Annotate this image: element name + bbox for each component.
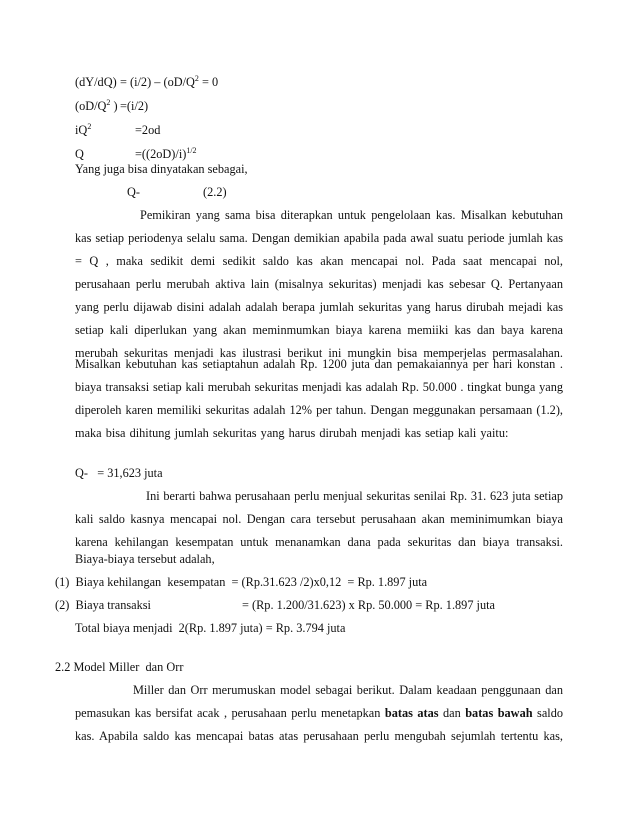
formula-line-2 [75,98,149,114]
paragraph-4-line-3: kas. Apabila saldo kas mencapai batas atas perusahaan perlu mengubah sejumlah tertentu kas, [75,729,563,743]
paragraph-1-line-6: setiap kali diperlukan yang akan meminmumkan biaya karena memiiki kas dan baya karena [75,323,563,337]
cost-item-2-value: = (Rp. 1.200/31.623) x Rp. 50.000 = Rp. 1.897 juta [242,598,495,612]
paragraph-1-line-2: kas setiap periodenya selalu sama. Dengan demikian apabila pada awal suatu periode jumlah kas [75,231,563,245]
paragraph-2-line-2: biaya transaksi setiap kali merubah sekuritas menjadi kas adalah Rp. 50.000 . tingkat bunga yang [75,380,563,394]
bold-term-upper: batas atas [384,706,439,720]
paragraph-1-line-7: merubah sekuritas menjadi kas ilustrasi berikut ini mungkin bisa memperjelas permasalahan. [75,346,563,360]
total-cost: Total biaya menjadi 2(Rp. 1.897 juta) = Rp. 3.794 juta [75,621,346,635]
paragraph-2-line-3: diperoleh karen memiliki sekuritas adalah 12% per tahun. Dengan meggunakan persamaan (1.2), [75,403,563,417]
section-heading: 2.2 Model Miller dan Orr [55,660,184,674]
paragraph-3-line-1: Ini berarti bahwa perusahaan perlu menjual sekuritas senilai Rp. 31. 623 juta setiap [146,489,563,503]
formula-lhs: Q [75,147,84,161]
paragraph-4-line-2: pemasukan kas bersifat acak , perusahaan perlu menetapkan batas atas dan batas bawah saldo [75,706,563,720]
formula-rhs: = $(i/2) - (oD/Q^2 = 0$ [120,74,219,89]
intro-line: Yang juga bisa dinyatakan sebagai, [75,162,248,176]
formula-lhs: ($oD/Q^2$ ) [75,98,118,113]
equation-number: (2.2) [203,185,227,199]
paragraph-4-line-1: Miller dan Orr merumuskan model sebagai berikut. Dalam keadaan penggunaan dan [133,683,563,697]
formula-lhs: $iQ^2$ [75,122,92,137]
q-result: Q- = 31,623 juta [75,466,163,480]
formula-rhs: $=((2oD)/i)^{1/2}$ [135,146,197,161]
cost-item-1: (1) Biaya kehilangan kesempatan = (Rp.31.623 /2)x0,12 = Rp. 1.897 juta [55,575,428,589]
paragraph-2-line-1: Misalkan kebutuhan kas setiaptahun adalah Rp. 1200 juta dan pemakaiannya per hari konstan . [75,357,563,371]
paragraph-3-line-4: Biaya-biaya tersebut adalah, [75,552,215,566]
paragraph-1-line-1: Pemikiran yang sama bisa diterapkan untuk pengelolaan kas. Misalkan kebutuhan [140,208,563,222]
paragraph-1-line-3: = Q , maka sedikit demi sedikit saldo kas akan mencapai nol. Pada saat mencapai nol, [75,254,563,268]
paragraph-1-line-4: perusahaan perlu merubah aktiva lain (misalnya sekuritas) menjadi kas sebesar Q. Pertanyaan [75,277,563,291]
formula-rhs: =(i/2) [120,99,149,113]
paragraph-1-line-5: yang perlu dijawab disini adalah adalah berapa jumlah sekuritas yang harus dirubah mejadi kas [75,300,563,314]
formula-line-3 [75,122,161,138]
formula-lhs: (dY/dQ) [75,75,117,89]
bold-term-lower: batas bawah [465,706,533,720]
equation-q: Q- [127,185,140,199]
paragraph-3-line-2: kali saldo kasnya mencapai nol. Dengan cara tersebut perusahaan akan meminimumkan biaya [75,512,563,526]
paragraph-3-line-3: karena kehilangan kesempatan untuk menanamkan dana pada sekuritas dan biaya transaksi. [75,535,563,549]
formula-rhs: =2od [135,123,161,137]
formula-line-4 [75,146,197,162]
formula-line-1 [75,74,219,90]
cost-item-2-label: (2) Biaya transaksi [55,598,151,612]
paragraph-2-line-4: maka bisa dihitung jumlah sekuritas yang harus dirubah menjadi kas setiap kali yaitu: [75,426,509,440]
